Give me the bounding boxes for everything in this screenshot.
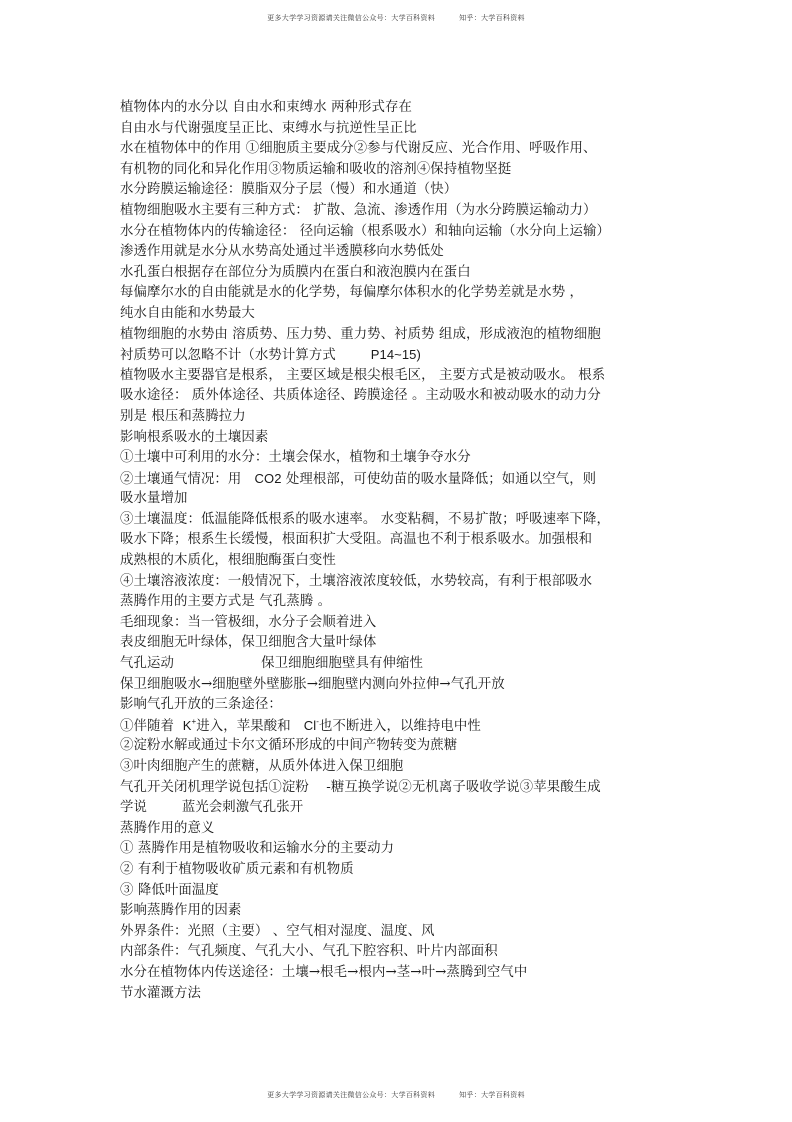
text-line: 渗透作用就是水分从水势高处通过半透膜移向水势低处 xyxy=(120,244,444,260)
text-line: 别是 根压和蒸腾拉力 xyxy=(120,408,246,424)
text-line: 影响蒸腾作用的因素 xyxy=(120,903,242,919)
text-line: ②淀粉水解或通过卡尔文循环形成的中间产物转变为蔗糖 xyxy=(120,738,458,754)
text-line: ③ 降低叶面温度 xyxy=(120,882,219,898)
text-line: ② 有利于植物吸收矿质元素和有机物质 xyxy=(120,861,354,877)
text-line: 水分在植物体内的传输途径： 径向运输（根系吸水）和轴向运输（水分向上运输） xyxy=(120,223,611,239)
text-line: 水分跨膜运输途径：膜脂双分子层（慢）和水通道（快） xyxy=(120,182,458,198)
text-line: 植物吸水主要器官是根系， 主要区域是根尖根毛区， 主要方式是被动吸水。 根系 xyxy=(120,367,606,383)
text-line: 植物体内的水分以 自由水和束缚水 两种形式存在 xyxy=(120,100,413,115)
text-line: 影响气孔开放的三条途径： xyxy=(120,697,282,713)
text-line: ①土壤中可利用的水分：土壤会保水，植物和土壤争夺水分 xyxy=(120,450,471,466)
notes-body xyxy=(120,98,680,1004)
text-line: 植物细胞的水势由 溶质势、压力势、重力势、衬质势 组成，形成液泡的植物细胞 xyxy=(120,326,601,342)
text-line: 气孔开关闭机理学说包括①淀粉 -糖互换学说②无机离子吸收学说③苹果酸生成 xyxy=(120,779,601,795)
text-line xyxy=(120,345,680,366)
charge-superscript: - xyxy=(316,716,320,726)
text-line: 保卫细胞吸水→细胞壁外壁膨胀→细胞壁内测向外拉伸→气孔开放 xyxy=(120,676,505,692)
header-zhihu-note: 知乎：大学百科资料 xyxy=(459,14,525,22)
page-reference: P14~15) xyxy=(370,347,421,363)
text-line: ③土壤温度：低温能降低根系的吸水速率。 水变粘稠，不易扩散；呼吸速率下降， xyxy=(120,511,611,527)
text-segment: ②土壤通气情况：用 xyxy=(120,471,242,487)
text-line: 蒸腾作用的主要方式是 气孔蒸腾 。 xyxy=(120,594,332,610)
page-header xyxy=(0,13,792,23)
text-line: 纯水自由能和水势最大 xyxy=(120,305,255,321)
co2-formula: CO2 xyxy=(254,470,282,486)
text-line: 气孔运动 保卫细胞细胞壁具有伸缩性 xyxy=(120,656,423,672)
text-segment: 也不断进入，以维持电中性 xyxy=(319,718,481,734)
text-segment: 衬质势可以忽略不计（水势计算方式 xyxy=(120,348,336,364)
text-line: 学说 蓝光会刺激气孔张开 xyxy=(120,800,304,816)
header-wechat-note: 更多大学学习资源请关注微信公众号：大学百科资料 xyxy=(267,14,436,22)
text-line: 毛细现象：当一管极细，水分子会顺着进入 xyxy=(120,614,377,630)
text-line: 吸水量增加 xyxy=(120,491,188,507)
text-line: 水分在植物体内传送途径：土壤→根毛→根内→茎→叶→蒸腾到空气中 xyxy=(120,964,528,980)
text-line: 植物细胞吸水主要有三种方式： 扩散、急流、渗透作用（为水分跨膜运输动力） xyxy=(120,202,597,218)
text-line: 影响根系吸水的土壤因素 xyxy=(120,429,269,445)
text-segment: 处理根部，可使幼苗的吸水量降低；如通以空气，则 xyxy=(281,471,597,487)
text-line: 表皮细胞无叶绿体，保卫细胞含大量叶绿体 xyxy=(120,635,377,651)
text-line: 有机物的同化和异化作用③物质运输和吸收的溶剂④保持植物坚挺 xyxy=(120,161,512,177)
text-line: 水孔蛋白根据存在部位分为质膜内在蛋白和液泡膜内在蛋白 xyxy=(120,264,471,280)
text-line: 吸水下降；根系生长缓慢，根面积扩大受阻。高温也不利于根系吸水。加强根和 xyxy=(120,532,593,548)
footer-zhihu-note: 知乎：大学百科资料 xyxy=(459,1091,525,1099)
page-footer xyxy=(0,1090,792,1100)
text-segment: 进入，苹果酸和 xyxy=(196,718,291,734)
text-line xyxy=(120,716,680,737)
text-line: 内部条件：气孔频度、气孔大小、气孔下腔容积、叶片内部面积 xyxy=(120,944,498,960)
text-line: 节水灌溉方法 xyxy=(120,985,201,1001)
potassium-ion: K xyxy=(182,717,192,733)
text-line: 水在植物体中的作用 ①细胞质主要成分②参与代谢反应、光合作用、呼吸作用、 xyxy=(120,141,597,157)
text-line: ① 蒸腾作用是植物吸收和运输水分的主要动力 xyxy=(120,841,395,857)
footer-wechat-note: 更多大学学习资源请关注微信公众号：大学百科资料 xyxy=(267,1091,436,1099)
text-segment: ①伴随着 xyxy=(120,718,174,734)
text-line xyxy=(120,469,680,490)
text-line: 蒸腾作用的意义 xyxy=(120,820,215,836)
text-line: 自由水与代谢强度呈正比、束缚水与抗逆性呈正比 xyxy=(120,120,417,136)
text-line: 外界条件：光照（主要） 、空气相对湿度、温度、风 xyxy=(120,923,435,939)
text-line: 成熟根的木质化，根细胞酶蛋白变性 xyxy=(120,553,336,569)
text-line: 每偏摩尔水的自由能就是水的化学势，每偏摩尔体积水的化学势差就是水势 ， xyxy=(120,285,584,301)
text-line: ③叶肉细胞产生的蔗糖，从质外体进入保卫细胞 xyxy=(120,759,404,774)
chloride-ion: Cl xyxy=(303,717,317,733)
text-line: 吸水途径： 质外体途径、共质体途径、跨膜途径 。主动吸水和被动吸水的动力分 xyxy=(120,388,601,404)
text-line: ④土壤溶液浓度：一般情况下，土壤溶液浓度较低，水势较高，有利于根部吸水 xyxy=(120,573,593,589)
charge-superscript: + xyxy=(191,716,197,726)
